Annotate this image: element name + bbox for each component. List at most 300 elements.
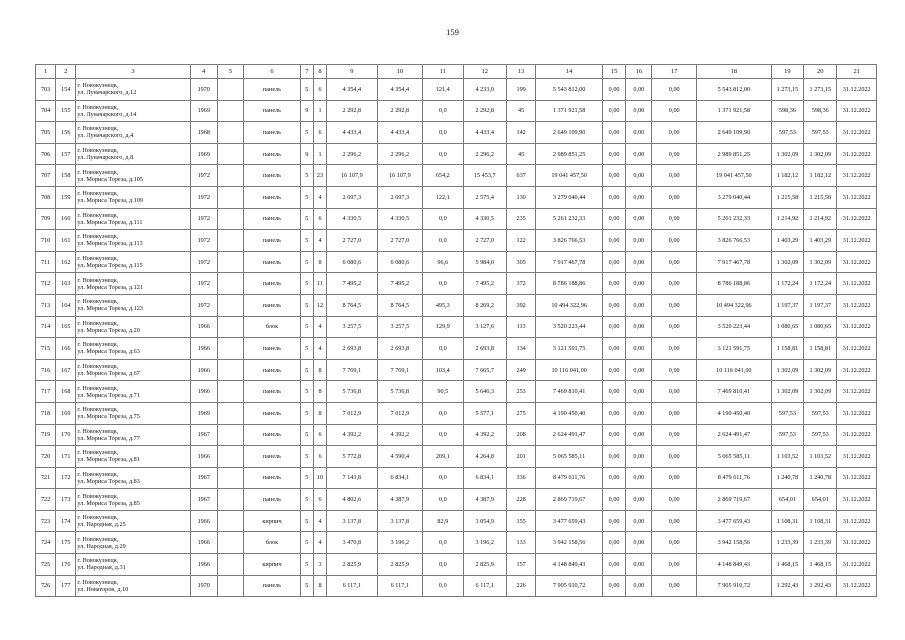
table-cell: 1 103,52 [771, 446, 803, 468]
table-cell: 2 693,8 [327, 338, 378, 360]
address-cell [76, 554, 190, 576]
table-cell: 3 477 659,43 [696, 510, 771, 532]
table-cell: 4 148 849,43 [696, 554, 771, 576]
table-cell: 3 137,8 [327, 510, 378, 532]
table-cell: 0,00 [602, 575, 625, 597]
table-cell: 1 403,29 [804, 230, 837, 252]
table-cell: 597,53 [804, 424, 837, 446]
table-cell: 1970 [190, 79, 217, 101]
table-row [36, 273, 877, 295]
table-cell: 96,6 [423, 251, 463, 273]
table-cell: панель [244, 230, 301, 252]
table-cell: 1 371 921,58 [696, 100, 771, 122]
table-cell: 1 233,39 [804, 532, 837, 554]
table-cell: 0,00 [626, 424, 652, 446]
table-cell: 0,00 [652, 294, 696, 316]
address-cell [76, 424, 190, 446]
table-cell: 5 [300, 510, 313, 532]
address-line: ул. Мориса Тореза, д.111 [77, 218, 143, 226]
address-line: ул. Луначарского, д.4 [77, 132, 134, 140]
table-cell: 0,00 [602, 381, 625, 403]
table-cell: 8 786 188,86 [536, 273, 603, 295]
table-cell: 4 [313, 230, 326, 252]
table-cell: 3 826 766,53 [696, 230, 771, 252]
table-cell [217, 100, 243, 122]
table-cell: 0,0 [423, 467, 463, 489]
table-cell: 1 302,09 [771, 381, 803, 403]
table-cell: 0,00 [626, 208, 652, 230]
table-cell: 5 261 232,33 [536, 208, 603, 230]
table-cell: 3 942 158,56 [536, 532, 603, 554]
table-cell: 5 065 585,11 [696, 446, 771, 468]
table-cell: 5 [300, 122, 313, 144]
address-line: г. Новокузнецк, [77, 470, 119, 478]
table-cell: 4 [313, 316, 326, 338]
table-cell: 3 196,2 [377, 532, 422, 554]
table-cell: 0,00 [652, 100, 696, 122]
column-header: 15 [602, 65, 625, 79]
table-cell: 122,1 [423, 186, 463, 208]
table-cell [217, 230, 243, 252]
table-cell: 1972 [190, 230, 217, 252]
table-cell [217, 359, 243, 381]
table-cell: 0,00 [626, 532, 652, 554]
table-cell: 0,00 [652, 208, 696, 230]
table-cell: 174 [56, 510, 76, 532]
table-cell: 4 330,5 [377, 208, 422, 230]
table-cell: 0,00 [652, 273, 696, 295]
table-cell: 0,00 [652, 575, 696, 597]
table-cell: 0,00 [602, 532, 625, 554]
table-row [36, 165, 877, 187]
table-cell: 1972 [190, 165, 217, 187]
table-cell: 0,00 [626, 554, 652, 576]
table-cell: 10 [313, 467, 326, 489]
table-cell: 1972 [190, 208, 217, 230]
table-cell: 6 117,1 [327, 575, 378, 597]
table-row [36, 402, 877, 424]
table-cell: 2 624 491,47 [696, 424, 771, 446]
table-cell: 16 107,9 [377, 165, 422, 187]
table-cell [217, 143, 243, 165]
table-cell: 31.12.2022 [837, 230, 877, 252]
table-cell: 208 [506, 424, 535, 446]
address-line: г. Новокузнецк, [77, 449, 119, 457]
table-cell: 597,53 [804, 122, 837, 144]
table-cell: 4 148 849,43 [536, 554, 603, 576]
address-cell [76, 143, 190, 165]
table-cell: 6 [313, 208, 326, 230]
table-cell: 704 [36, 100, 56, 122]
table-cell: 8 [313, 381, 326, 403]
table-row [36, 575, 877, 597]
table-cell: панель [244, 575, 301, 597]
table-cell: 0,00 [602, 338, 625, 360]
table-cell: 637 [506, 165, 535, 187]
address-cell [76, 467, 190, 489]
table-cell: 201 [506, 446, 535, 468]
table-cell: 1 182,12 [804, 165, 837, 187]
table-cell: 1 292,43 [771, 575, 803, 597]
table-cell: 1966 [190, 381, 217, 403]
table-cell: 0,00 [652, 79, 696, 101]
table-cell: 228 [506, 489, 535, 511]
table-cell: 1969 [190, 100, 217, 122]
table-cell: 82,9 [423, 510, 463, 532]
table-cell: 0,0 [423, 143, 463, 165]
table-cell: 4 190 450,40 [536, 402, 603, 424]
table-cell: 3 826 766,53 [536, 230, 603, 252]
table-cell: 0,00 [602, 402, 625, 424]
table-cell [217, 294, 243, 316]
address-line: г. Новокузнецк, [77, 168, 119, 176]
table-cell: 31.12.2022 [837, 338, 877, 360]
housing-register-table [35, 64, 877, 597]
table-cell: 0,00 [602, 510, 625, 532]
address-cell [76, 446, 190, 468]
address-line: г. Новокузнецк, [77, 82, 119, 90]
table-cell: 4 [313, 186, 326, 208]
table-cell: 4 233,0 [463, 79, 506, 101]
table-cell: 4 433,4 [327, 122, 378, 144]
table-cell: 0,0 [423, 424, 463, 446]
table-cell: панель [244, 381, 301, 403]
table-cell: 0,00 [602, 122, 625, 144]
column-header: 17 [652, 65, 696, 79]
table-cell: 1 080,65 [804, 316, 837, 338]
table-cell: блок [244, 532, 301, 554]
table-cell: панель [244, 208, 301, 230]
table-cell: 249 [506, 359, 535, 381]
table-cell: 16 107,9 [327, 165, 378, 187]
table-cell: 0,00 [626, 186, 652, 208]
address-line: ул. Мориса Тореза, д.121 [77, 283, 143, 291]
table-cell [217, 273, 243, 295]
table-cell: 31.12.2022 [837, 251, 877, 273]
table-cell: 1 215,58 [804, 186, 837, 208]
table-row [36, 359, 877, 381]
table-cell: 7 917 467,78 [536, 251, 603, 273]
table-cell: 3 196,2 [463, 532, 506, 554]
table-row [36, 186, 877, 208]
table-cell: 133 [506, 532, 535, 554]
table-cell: 654,2 [423, 165, 463, 187]
table-cell [217, 381, 243, 403]
table-cell: панель [244, 100, 301, 122]
table-cell: 0,0 [423, 489, 463, 511]
table-cell: 0,00 [626, 165, 652, 187]
table-cell [217, 402, 243, 424]
table-cell: 0,00 [602, 230, 625, 252]
table-cell: 0,00 [626, 467, 652, 489]
table-cell: 1966 [190, 359, 217, 381]
table-row [36, 446, 877, 468]
table-cell: 0,00 [652, 467, 696, 489]
column-header: 3 [76, 65, 190, 79]
table-cell: 170 [56, 424, 76, 446]
table-cell: 10 494 322,96 [696, 294, 771, 316]
table-cell [217, 79, 243, 101]
table-cell: 6 834,1 [463, 467, 506, 489]
address-line: г. Новокузнецк, [77, 363, 119, 371]
address-line: г. Новокузнецк, [77, 233, 119, 241]
table-cell: 1 468,15 [804, 554, 837, 576]
table-cell: 0,00 [626, 100, 652, 122]
table-cell: 1 182,12 [771, 165, 803, 187]
address-line: г. Новокузнецк, [77, 319, 119, 327]
address-line: г. Новокузнецк, [77, 557, 119, 565]
table-cell: 706 [36, 143, 56, 165]
table-cell: 0,00 [626, 122, 652, 144]
table-cell: 721 [36, 467, 56, 489]
column-header: 8 [313, 65, 326, 79]
address-line: г. Новокузнецк, [77, 276, 119, 284]
table-cell: 199 [506, 79, 535, 101]
table-cell: 8 764,5 [377, 294, 422, 316]
table-cell: 5 [300, 186, 313, 208]
table-cell: 1967 [190, 467, 217, 489]
table-cell: 4 392,2 [377, 424, 422, 446]
table-cell: 2 697,3 [377, 186, 422, 208]
address-line: ул. Мориса Тореза, д.67 [77, 370, 140, 378]
table-cell: 8 [313, 359, 326, 381]
table-cell: 2 624 491,47 [536, 424, 603, 446]
table-cell: 2 296,2 [327, 143, 378, 165]
table-cell: 4 802,6 [327, 489, 378, 511]
table-cell: 162 [56, 251, 76, 273]
table-row [36, 294, 877, 316]
table-cell: 172 [56, 467, 76, 489]
table-cell: 8 269,2 [463, 294, 506, 316]
table-cell: 0,00 [626, 143, 652, 165]
table-cell: 5 [300, 402, 313, 424]
table-cell: 121,4 [423, 79, 463, 101]
table-cell: 4 354,4 [327, 79, 378, 101]
table-cell: 2 292,8 [327, 100, 378, 122]
table-cell: 7 665,7 [463, 359, 506, 381]
table-cell: 7 012,9 [327, 402, 378, 424]
table-cell: 3 137,8 [377, 510, 422, 532]
table-cell [217, 446, 243, 468]
table-cell: 5 [300, 338, 313, 360]
table-cell: 5 [300, 554, 313, 576]
table-cell: 5 [300, 381, 313, 403]
address-line: ул. Мориса Тореза, д.71 [77, 391, 140, 399]
table-cell: 372 [506, 273, 535, 295]
table-cell: 8 479 611,76 [696, 467, 771, 489]
table-cell: 12 [313, 294, 326, 316]
column-header: 16 [626, 65, 652, 79]
column-header: 14 [536, 65, 603, 79]
table-cell: 5 [300, 208, 313, 230]
address-line: г. Новокузнецк, [77, 427, 119, 435]
table-cell: 0,00 [602, 359, 625, 381]
table-cell: 1 302,09 [804, 381, 837, 403]
table-cell: 1966 [190, 532, 217, 554]
table-cell: 4 [313, 338, 326, 360]
table-cell: 5 772,8 [327, 446, 378, 468]
column-header: 18 [696, 65, 771, 79]
table-cell: 1 240,78 [804, 467, 837, 489]
table-cell: 716 [36, 359, 56, 381]
table-cell: 703 [36, 79, 56, 101]
table-cell: 0,00 [602, 316, 625, 338]
table-cell: 31.12.2022 [837, 165, 877, 187]
table-cell: 1966 [190, 510, 217, 532]
table-cell: 5 [300, 273, 313, 295]
address-cell [76, 251, 190, 273]
table-cell: 31.12.2022 [837, 294, 877, 316]
table-cell [217, 467, 243, 489]
table-cell: 130 [506, 186, 535, 208]
address-line: г. Новокузнецк, [77, 535, 119, 543]
table-cell: 0,00 [626, 510, 652, 532]
table-cell: 336 [506, 467, 535, 489]
table-row [36, 532, 877, 554]
table-cell: 1 172,24 [804, 273, 837, 295]
table-cell: 31.12.2022 [837, 79, 877, 101]
address-line: ул. Мориса Тореза, д.105 [77, 175, 143, 183]
table-cell: 7 917 467,78 [696, 251, 771, 273]
table-cell: 1 302,09 [804, 359, 837, 381]
table-cell: 7 143,8 [327, 467, 378, 489]
table-cell: 31.12.2022 [837, 532, 877, 554]
table-cell: 0,00 [626, 575, 652, 597]
table-cell: 1 302,09 [804, 251, 837, 273]
table-cell: 7 495,2 [463, 273, 506, 295]
table-cell: панель [244, 338, 301, 360]
address-line: ул. Мориса Тореза, д.83 [77, 477, 140, 485]
table-cell: 5 543 812,00 [536, 79, 603, 101]
table-cell: 1 292,43 [804, 575, 837, 597]
table-cell [217, 186, 243, 208]
table-cell: 712 [36, 273, 56, 295]
table-cell: 5 [300, 165, 313, 187]
table-cell: 31.12.2022 [837, 424, 877, 446]
table-cell: 5 [300, 424, 313, 446]
table-cell: 3 470,8 [327, 532, 378, 554]
table-row [36, 143, 877, 165]
table-cell: 31.12.2022 [837, 143, 877, 165]
table-cell: 654,01 [771, 489, 803, 511]
table-cell: 3 121 591,75 [696, 338, 771, 360]
table-cell: 31.12.2022 [837, 489, 877, 511]
address-line: ул. Новаторов, д.10 [77, 585, 129, 593]
table-cell: 0,00 [626, 230, 652, 252]
table-cell: 5 [300, 489, 313, 511]
table-cell: панель [244, 143, 301, 165]
table-cell: 0,00 [626, 446, 652, 468]
table-cell: 1 [313, 100, 326, 122]
table-cell: 9 [300, 143, 313, 165]
table-cell: 6 [313, 446, 326, 468]
table-cell: панель [244, 273, 301, 295]
table-cell: 2 727,0 [377, 230, 422, 252]
table-cell: 1968 [190, 122, 217, 144]
column-header: 21 [837, 65, 877, 79]
address-cell [76, 79, 190, 101]
table-cell: 154 [56, 79, 76, 101]
table-cell: 0,00 [652, 316, 696, 338]
column-header: 11 [423, 65, 463, 79]
table-cell: 142 [506, 122, 535, 144]
table-cell: 0,00 [602, 251, 625, 273]
table-cell: 4 330,5 [463, 208, 506, 230]
table-cell: 1972 [190, 251, 217, 273]
table-cell: 0,0 [423, 575, 463, 597]
table-cell: 166 [56, 338, 76, 360]
address-line: ул. Народная, д.31 [77, 564, 126, 572]
table-cell: 0,0 [423, 208, 463, 230]
table-cell: 10 116 041,00 [536, 359, 603, 381]
table-cell: 4 [313, 510, 326, 532]
table-cell [217, 338, 243, 360]
table-cell: 0,00 [626, 489, 652, 511]
address-line: г. Новокузнецк, [77, 103, 119, 111]
table-cell: 1 [313, 143, 326, 165]
table-cell: 1966 [190, 554, 217, 576]
address-cell [76, 273, 190, 295]
table-cell: 2 825,9 [327, 554, 378, 576]
table-cell: 19 041 457,50 [536, 165, 603, 187]
table-cell: 5 [300, 79, 313, 101]
table-cell: 5 [300, 467, 313, 489]
table-cell: 3 520 223,44 [696, 316, 771, 338]
table-cell: 0,00 [602, 554, 625, 576]
table-cell: 6 117,1 [377, 575, 422, 597]
table-cell: 155 [506, 510, 535, 532]
table-cell: панель [244, 424, 301, 446]
table-cell: панель [244, 122, 301, 144]
address-cell [76, 402, 190, 424]
address-cell [76, 575, 190, 597]
table-cell: 1 197,37 [771, 294, 803, 316]
table-cell: 4 433,4 [463, 122, 506, 144]
table-cell [217, 251, 243, 273]
table-cell: 169 [56, 402, 76, 424]
address-line: ул. Луначарского, д.12 [77, 89, 137, 97]
address-line: ул. Мориса Тореза, д.109 [77, 197, 143, 205]
column-header: 20 [804, 65, 837, 79]
table-cell [217, 532, 243, 554]
table-cell: 0,00 [652, 165, 696, 187]
table-cell: 4 190 450,40 [696, 402, 771, 424]
table-cell: 1 371 921,58 [536, 100, 603, 122]
address-cell [76, 100, 190, 122]
table-cell: 2 727,0 [463, 230, 506, 252]
table-cell: 0,00 [602, 424, 625, 446]
table-cell: 157 [506, 554, 535, 576]
table-cell: 31.12.2022 [837, 381, 877, 403]
table-cell: 31.12.2022 [837, 359, 877, 381]
address-line: ул. Мориса Тореза, д.20 [77, 326, 140, 334]
address-line: г. Новокузнецк, [77, 211, 119, 219]
address-line: г. Новокузнецк, [77, 406, 119, 414]
table-cell: 3 121 591,75 [536, 338, 603, 360]
address-line: ул. Мориса Тореза, д.81 [77, 456, 140, 464]
table-cell: 129,9 [423, 316, 463, 338]
table-cell: 5 577,1 [463, 402, 506, 424]
table-cell: 2 292,8 [463, 100, 506, 122]
table-cell: 1972 [190, 186, 217, 208]
table-cell: 2 292,8 [377, 100, 422, 122]
table-cell: 8 [313, 402, 326, 424]
table-cell: 1970 [190, 575, 217, 597]
table-cell: 3 279 040,44 [536, 186, 603, 208]
address-line: ул. Мориса Тореза, д.63 [77, 348, 140, 356]
column-header: 6 [244, 65, 301, 79]
table-cell: 5 543 812,00 [696, 79, 771, 101]
